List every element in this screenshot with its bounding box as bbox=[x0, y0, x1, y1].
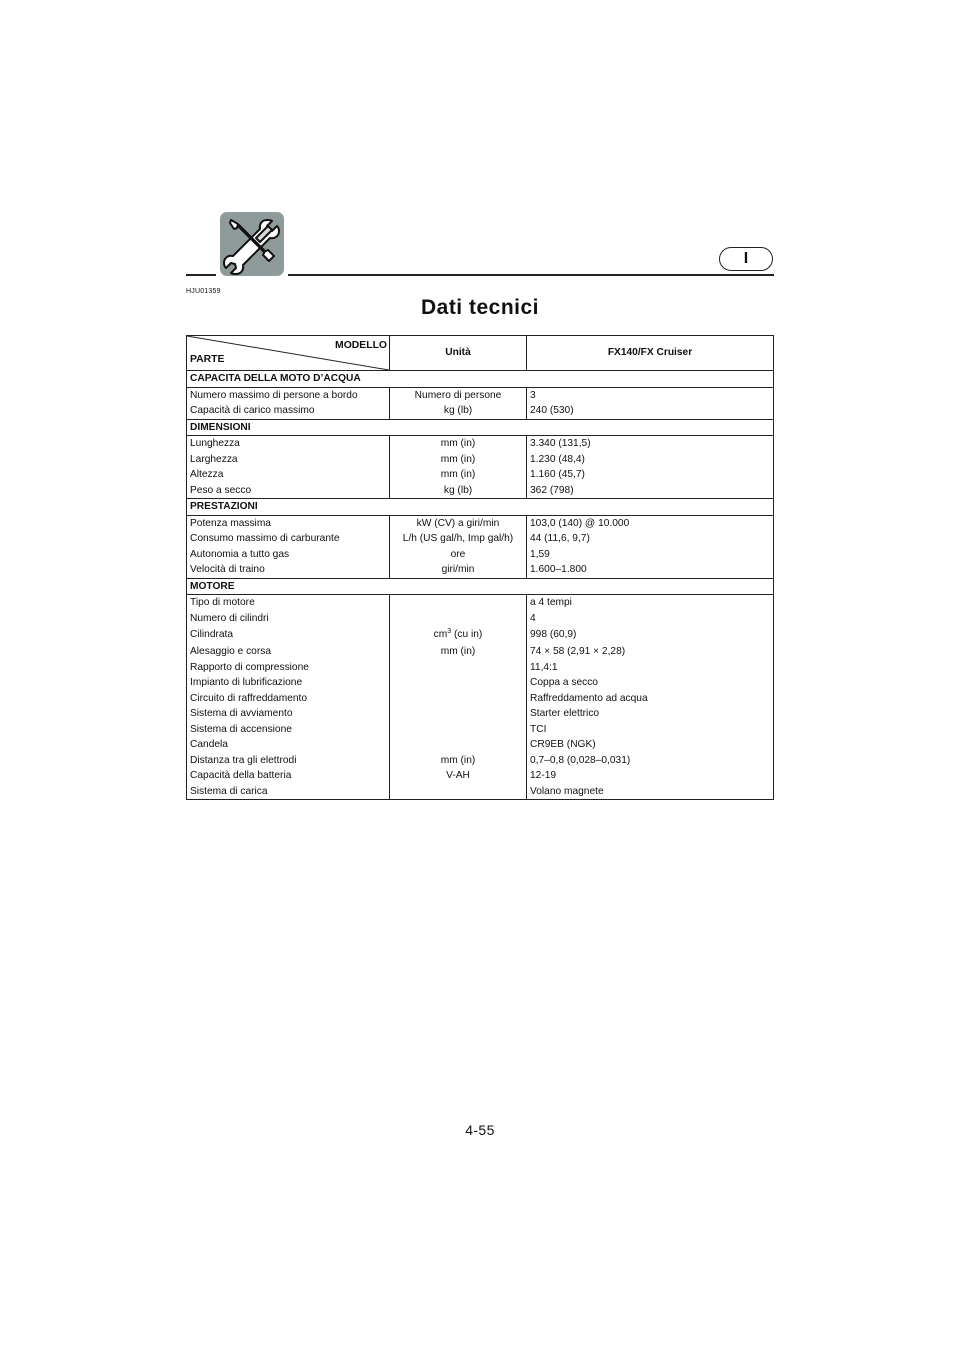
table-row bbox=[187, 531, 774, 547]
cell-part: Candela bbox=[190, 739, 228, 750]
table-row bbox=[187, 595, 774, 611]
cell-value: 12-19 bbox=[527, 768, 774, 784]
table-row bbox=[187, 403, 774, 419]
cell-value: 1.600–1.800 bbox=[527, 562, 774, 578]
table-row bbox=[187, 562, 774, 578]
unit-superscript: 3 bbox=[447, 628, 452, 636]
cell-unit bbox=[390, 706, 527, 722]
cell-value: 74 × 58 (2,91 × 2,28) bbox=[527, 644, 774, 660]
table-header-row bbox=[187, 336, 774, 371]
table-row bbox=[187, 452, 774, 468]
cell-unit bbox=[390, 660, 527, 676]
table-row bbox=[187, 611, 774, 627]
table-row bbox=[187, 467, 774, 483]
cell-value: 0,7–0,8 (0,028–0,031) bbox=[527, 753, 774, 769]
cell-unit: Numero di persone bbox=[390, 387, 527, 403]
header-model-label: MODELLO bbox=[335, 340, 387, 351]
cell-part: Distanza tra gli elettrodi bbox=[190, 754, 297, 766]
cell-value: CR9EB (NGK) bbox=[527, 737, 774, 753]
cell-unit bbox=[390, 675, 527, 691]
cell-value: Volano magnete bbox=[527, 784, 774, 800]
cell-part: Peso a secco bbox=[190, 484, 252, 496]
table-row bbox=[187, 784, 774, 800]
table-row bbox=[187, 675, 774, 691]
cell-value: Starter elettrico bbox=[527, 706, 774, 722]
table-row bbox=[187, 483, 774, 499]
cell-unit bbox=[390, 722, 527, 738]
cell-part: Rapporto di compressione bbox=[190, 661, 309, 673]
cell-part: Capacità della batteria bbox=[190, 770, 292, 781]
cell-unit: kW (CV) a giri/min bbox=[390, 515, 527, 531]
table-row bbox=[187, 768, 774, 784]
section-row-engine bbox=[187, 578, 774, 595]
cell-unit bbox=[390, 611, 527, 627]
cell-part: Tipo di motore bbox=[190, 597, 255, 608]
cell-part: Velocità di traino bbox=[190, 564, 265, 575]
cell-unit: L/h (US gal/h, Imp gal/h) bbox=[390, 531, 527, 547]
cell-unit bbox=[390, 691, 527, 707]
cell-unit: giri/min bbox=[390, 562, 527, 578]
cell-part: Autonomia a tutto gas bbox=[190, 548, 290, 560]
cell-unit: ore bbox=[390, 547, 527, 563]
cell-part: Capacità di carico massimo bbox=[190, 405, 315, 416]
cell-unit: mm (in) bbox=[390, 452, 527, 468]
cell-unit: mm (in) bbox=[390, 467, 527, 483]
cell-unit: V-AH bbox=[390, 768, 527, 784]
table-row bbox=[187, 387, 774, 403]
table-row bbox=[187, 515, 774, 531]
section-heading: DIMENSIONI bbox=[187, 419, 774, 436]
cell-unit: mm (in) bbox=[390, 436, 527, 452]
header-rule-right bbox=[288, 274, 774, 276]
table-row bbox=[187, 436, 774, 452]
cell-unit: mm (in) bbox=[390, 753, 527, 769]
unit-rest: (cu in) bbox=[451, 629, 483, 641]
specs-table bbox=[186, 335, 774, 800]
cell-unit bbox=[390, 595, 527, 611]
section-row-dimensions bbox=[187, 419, 774, 436]
table-row bbox=[187, 691, 774, 707]
section-heading: PRESTAZIONI bbox=[187, 499, 774, 516]
table-row bbox=[187, 722, 774, 738]
cell-unit bbox=[390, 626, 527, 644]
cell-unit: kg (lb) bbox=[390, 403, 527, 419]
cell-part: Sistema di avviamento bbox=[190, 708, 293, 719]
cell-part: Sistema di carica bbox=[190, 785, 268, 797]
section-row-capacity bbox=[187, 371, 774, 388]
section-heading: MOTORE bbox=[187, 578, 774, 595]
cell-value: 44 (11,6, 9,7) bbox=[527, 531, 774, 547]
cell-value: 103,0 (140) @ 10.000 bbox=[527, 515, 774, 531]
section-badge: I bbox=[719, 247, 773, 271]
cell-part: Sistema di accensione bbox=[190, 723, 292, 735]
cell-unit bbox=[390, 737, 527, 753]
header-model-name: FX140/FX Cruiser bbox=[527, 336, 774, 371]
table-row bbox=[187, 660, 774, 676]
cell-value: TCI bbox=[527, 722, 774, 738]
cell-value: 998 (60,9) bbox=[527, 626, 774, 644]
cell-value: 362 (798) bbox=[527, 483, 774, 499]
cell-unit bbox=[390, 784, 527, 800]
cell-part: Impianto di lubrificazione bbox=[190, 677, 303, 688]
header-part-label: PARTE bbox=[190, 353, 225, 365]
corner-header-cell bbox=[187, 336, 390, 371]
cell-part: Consumo massimo di carburante bbox=[190, 533, 340, 544]
page-title: Dati tecnici bbox=[420, 296, 540, 319]
page-number: 4-55 bbox=[465, 1122, 495, 1138]
cell-part: Circuito di raffreddamento bbox=[190, 692, 308, 704]
cell-value: a 4 tempi bbox=[527, 595, 774, 611]
cell-value: 1,59 bbox=[527, 547, 774, 563]
cell-value: 3.340 (131,5) bbox=[527, 436, 774, 452]
table-row bbox=[187, 737, 774, 753]
cell-part: Altezza bbox=[190, 469, 224, 480]
section-heading: CAPACITA DELLA MOTO D’ACQUA bbox=[187, 371, 774, 388]
unit-base: cm bbox=[433, 629, 448, 641]
header-rule-left bbox=[186, 274, 216, 276]
cell-value: 240 (530) bbox=[527, 403, 774, 419]
cell-unit: mm (in) bbox=[390, 644, 527, 660]
cell-value: Raffreddamento ad acqua bbox=[527, 691, 774, 707]
cell-part: Numero massimo di persone a bordo bbox=[190, 389, 358, 401]
cell-value: 4 bbox=[527, 611, 774, 627]
header-unit: Unità bbox=[390, 336, 527, 371]
document-code: HJU01359 bbox=[186, 288, 221, 295]
cell-value: 3 bbox=[527, 387, 774, 403]
table-row bbox=[187, 706, 774, 722]
cell-value: 1.230 (48,4) bbox=[527, 452, 774, 468]
cell-part: Alesaggio e corsa bbox=[190, 646, 271, 657]
cell-part: Lunghezza bbox=[190, 438, 240, 449]
section-row-performance bbox=[187, 499, 774, 516]
table-row bbox=[187, 626, 774, 644]
cell-part: Larghezza bbox=[190, 453, 238, 465]
cell-part: Numero di cilindri bbox=[190, 612, 269, 624]
cell-unit: kg (lb) bbox=[390, 483, 527, 499]
cell-part: Potenza massima bbox=[190, 517, 271, 529]
cell-value: 1.160 (45,7) bbox=[527, 467, 774, 483]
table-row bbox=[187, 547, 774, 563]
cell-part: Cilindrata bbox=[190, 629, 234, 641]
table-row bbox=[187, 644, 774, 660]
tools-icon bbox=[220, 212, 284, 276]
table-row bbox=[187, 753, 774, 769]
cell-value: 11,4:1 bbox=[527, 660, 774, 676]
cell-value: Coppa a secco bbox=[527, 675, 774, 691]
